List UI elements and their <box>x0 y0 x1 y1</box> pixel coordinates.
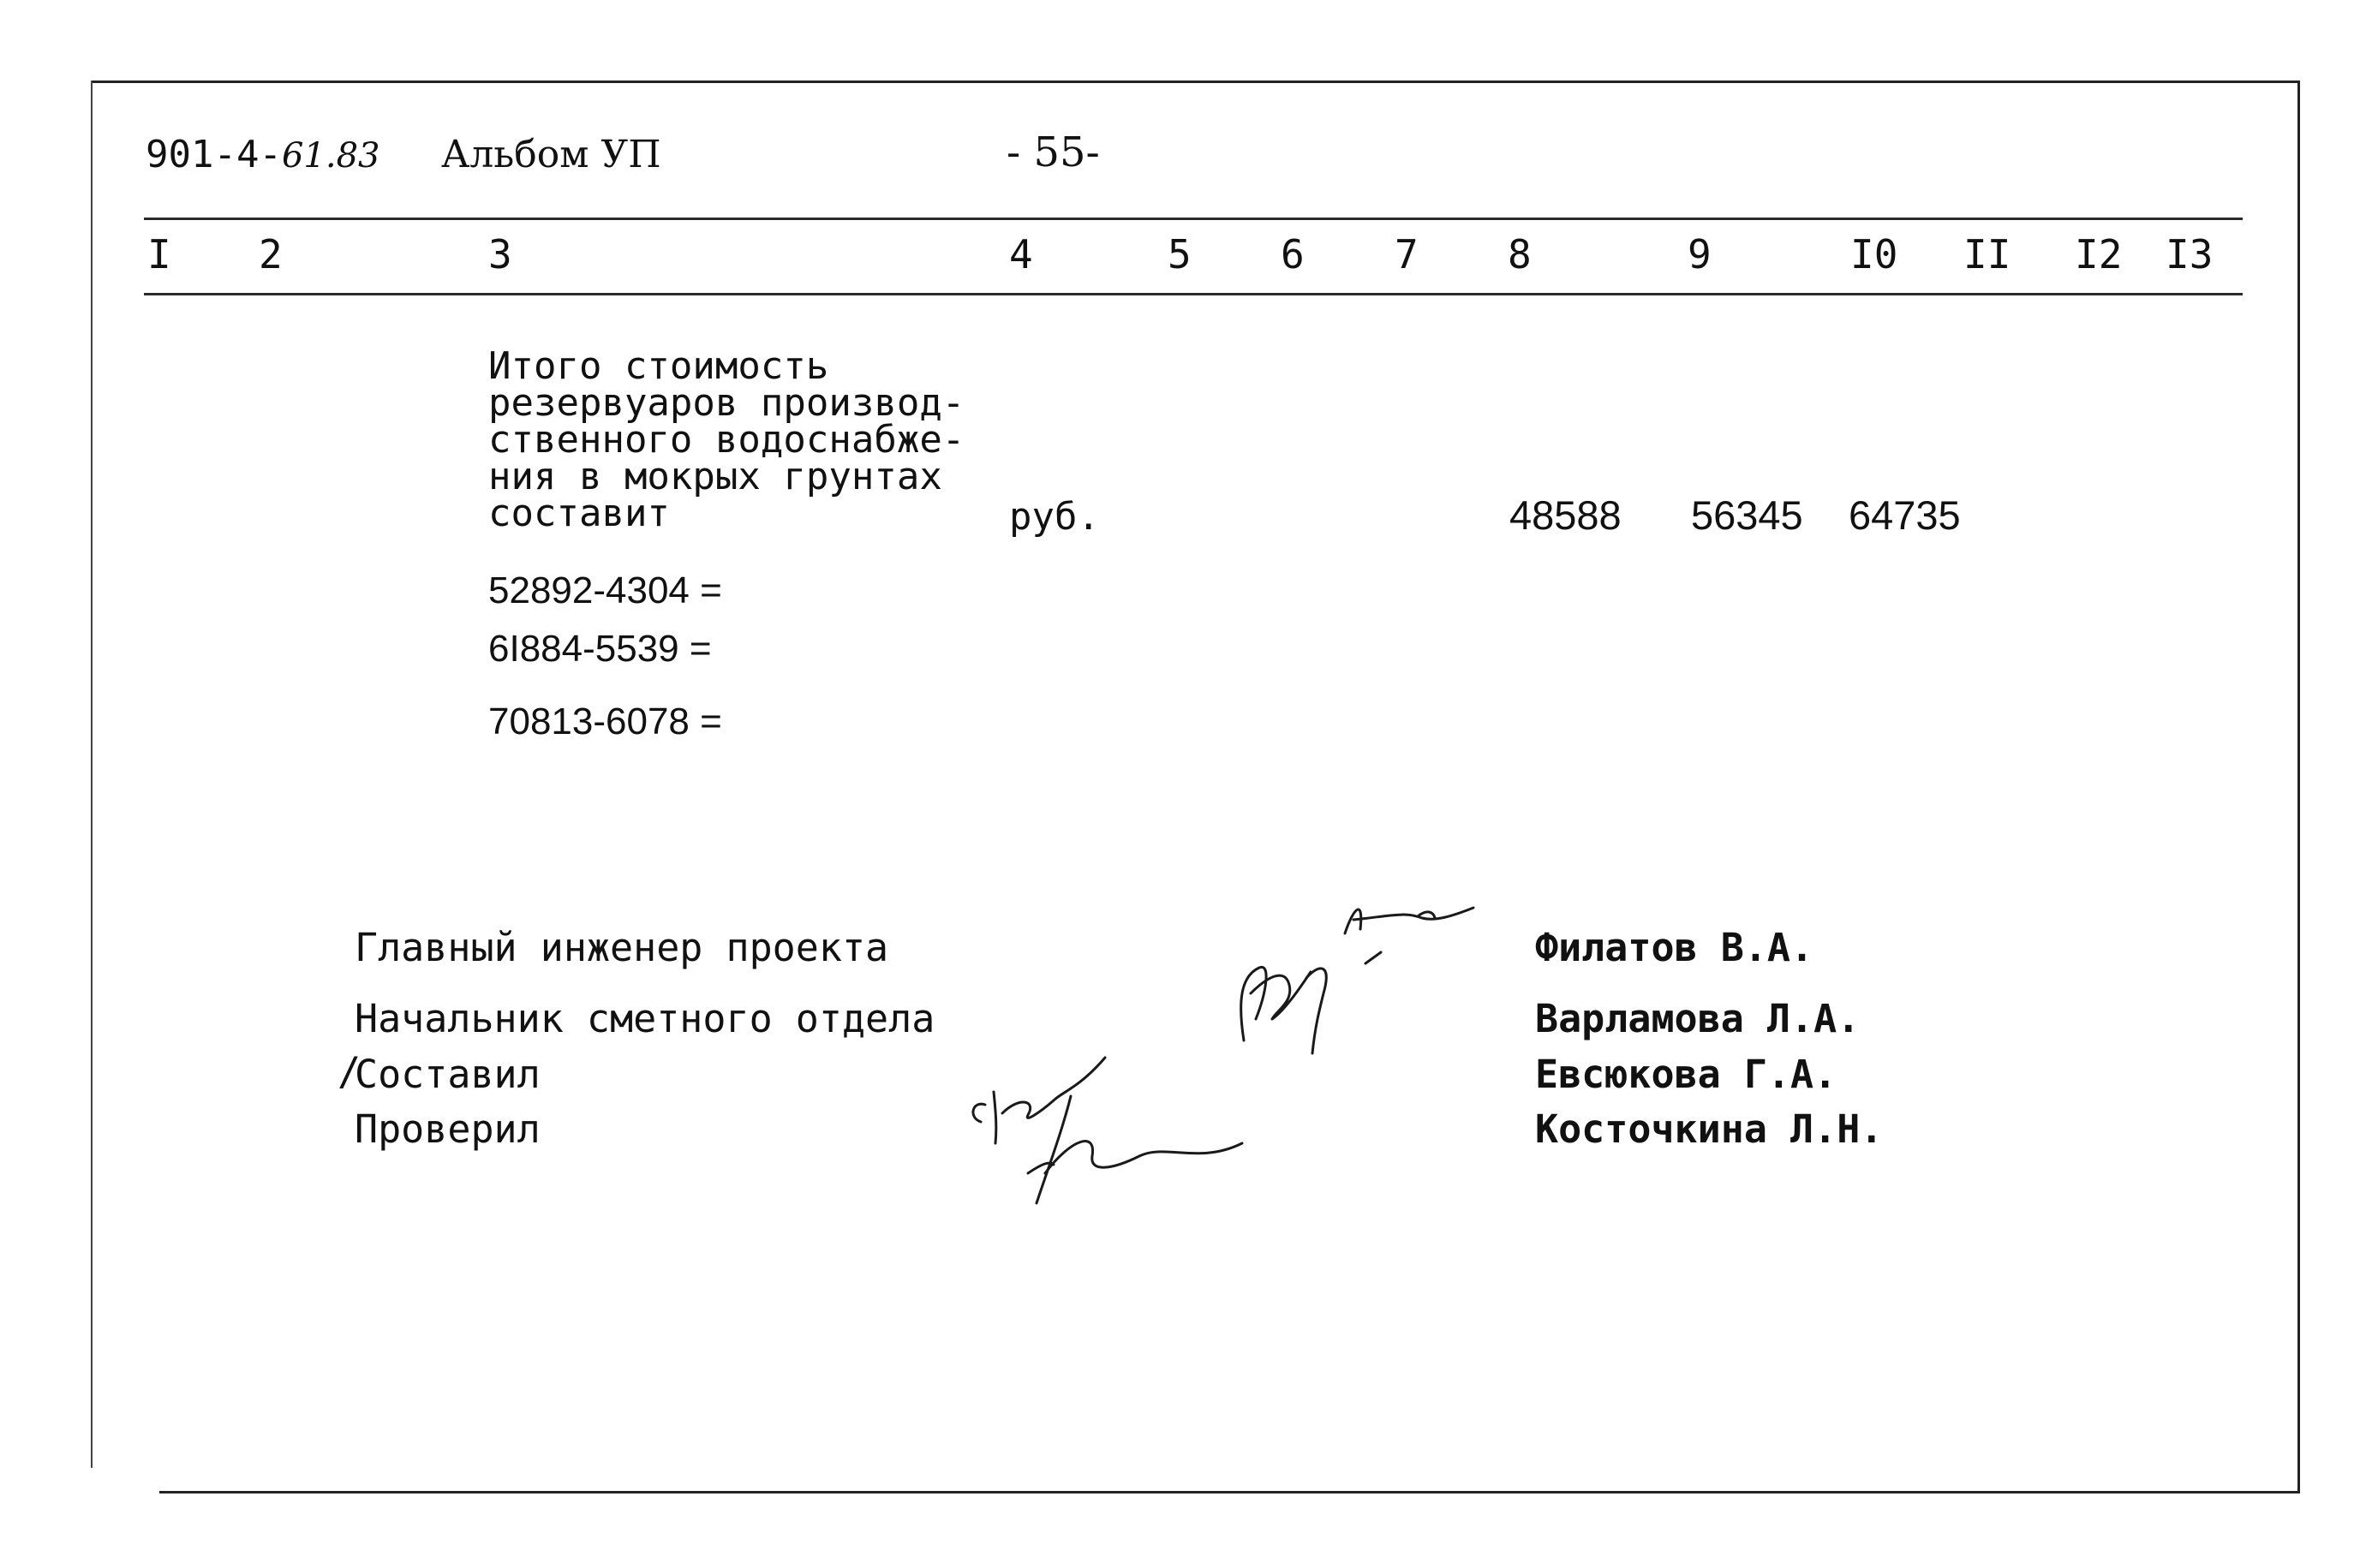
signature-name: Косточкина Л.Н. <box>1535 1106 1884 1152</box>
description-line: ния в мокрых грунтах <box>488 455 942 498</box>
signature-role: Главный инженер проекта <box>355 925 889 970</box>
total-description <box>488 344 965 535</box>
description-line: резервуаров производ- <box>488 381 965 425</box>
calculation-line: 70813-6078 = <box>488 701 722 742</box>
tick-mark: / <box>338 1049 361 1094</box>
signature-role: Начальник сметного отдела <box>355 996 935 1041</box>
column-number: 5 <box>1168 231 1192 277</box>
signature-stroke <box>1345 908 1473 933</box>
signature-name: Филатов В.А. <box>1535 925 1814 970</box>
signature-role: Составил <box>355 1052 541 1097</box>
col8-value: 48588 <box>1509 492 1622 538</box>
column-number: 9 <box>1688 231 1712 277</box>
signature-name: Евсюкова Г.А. <box>1535 1052 1837 1097</box>
album-label: Альбом УП <box>441 133 661 176</box>
header-rule-bottom <box>144 293 2243 295</box>
description-line: Итого стоимость <box>488 344 829 388</box>
unit-cell: руб. <box>1009 495 1100 539</box>
handwritten-signatures-icon <box>942 882 1542 1276</box>
column-number: 7 <box>1395 231 1419 277</box>
col10-value: 64735 <box>1849 492 1961 538</box>
frame-right-border <box>2297 80 2300 1493</box>
column-number: 3 <box>488 231 512 277</box>
page-number: - 55- <box>1007 128 1100 176</box>
column-number: 2 <box>259 231 283 277</box>
column-number: 4 <box>1009 231 1033 277</box>
column-number: I2 <box>2075 231 2123 277</box>
document-code <box>146 133 379 176</box>
column-number: I3 <box>2166 231 2214 277</box>
signature-stroke <box>973 1058 1105 1143</box>
document-code-printed: 901-4- <box>146 133 282 176</box>
signature-role: Проверил <box>355 1106 541 1152</box>
column-number: 8 <box>1508 231 1532 277</box>
column-number: I0 <box>1850 231 1898 277</box>
signature-name: Варламова Л.А. <box>1535 996 1861 1041</box>
document-code-handwritten: 61.83 <box>281 136 380 176</box>
frame-left-border <box>91 80 93 1468</box>
description-line: ственного водоснабже- <box>488 418 965 462</box>
signature-stroke <box>1365 952 1381 963</box>
frame-top-border <box>91 80 2299 83</box>
header-rule-top <box>144 218 2243 220</box>
column-number: II <box>1963 231 2011 277</box>
description-line: составит <box>488 492 670 535</box>
frame-bottom-border <box>159 1491 2299 1493</box>
col9-value: 56345 <box>1691 492 1803 538</box>
signature-stroke <box>1037 1096 1242 1203</box>
column-number: I <box>147 231 171 277</box>
column-number: 6 <box>1281 231 1305 277</box>
calculation-line: 52892-4304 = <box>488 569 722 611</box>
calculation-line: 6I884-5539 = <box>488 628 712 670</box>
signature-stroke <box>1241 967 1327 1053</box>
